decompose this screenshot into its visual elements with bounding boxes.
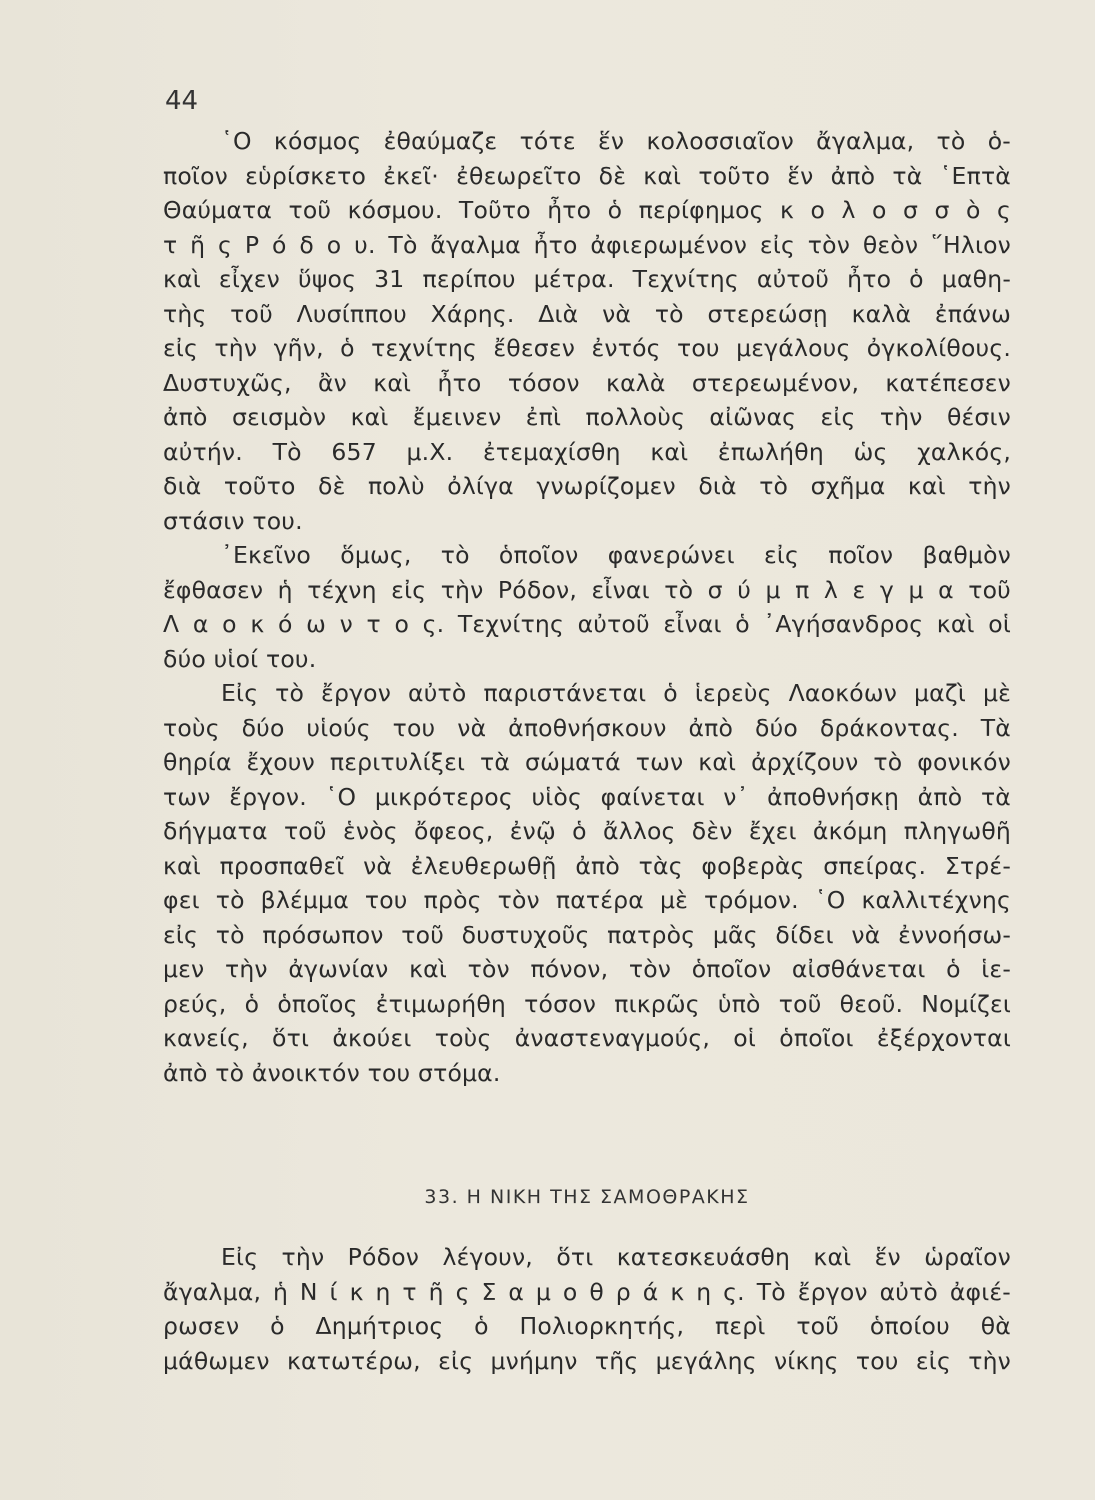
text-line: τὴς τοῦ Λυσίππου Χάρης. Διὰ νὰ τὸ στερεώσῃ καλὰ ἐπάνω xyxy=(163,299,1011,328)
text-line: καὶ εἶχεν ὕψος 31 περίπου μέτρα. Τεχνίτης αὐτοῦ ἦτο ὁ μαθη- xyxy=(163,265,1011,293)
text-line: καὶ προσπαθεῖ νὰ ἐλευθερωθῇ ἀπὸ τὰς φοβερὰς σπείρας. Στρέ- xyxy=(163,851,1011,880)
page-number: 44 xyxy=(165,86,199,116)
text-line: ἄγαλμα, ἡ Ν ί κ η τ ῆ ς Σ α μ ο θ ρ ά κ η ς. Τὸ ἔργον αὐτὸ ἀφιέ- xyxy=(163,1277,1011,1306)
section-heading: 33. Η ΝΙΚΗ ΤΗΣ ΣΑΜΟΘΡΑΚΗΣ xyxy=(424,1186,750,1208)
text-line: τ ῆ ς Ρ ό δ ο υ. Τὸ ἄγαλμα ἦτο ἀφιερωμένον εἰς τὸν θεὸν ῞Ηλιον xyxy=(163,230,1011,259)
text-line: μάθωμεν κατωτέρω, εἰς μνήμην τῆς μεγάλης νίκης του εἰς τὴν xyxy=(163,1346,1011,1375)
text-line: Εἰς τὴν Ρόδον λέγουν, ὅτι κατεσκευάσθη καὶ ἕν ὡραῖον xyxy=(221,1243,1011,1271)
text-line: τοὺς δύο υἱούς του νὰ ἀποθνήσκουν ἀπὸ δύο δράκοντας. Τὰ xyxy=(163,713,1011,742)
text-line: φει τὸ βλέμμα του πρὸς τὸν πατέρα μὲ τρόμον. ῾Ο καλλιτέχνης xyxy=(163,886,1011,914)
text-line: ᾿Εκεῖνο ὅμως, τὸ ὁποῖον φανερώνει εἰς ποῖον βαθμὸν xyxy=(221,541,1011,569)
text-line: ἔφθασεν ἡ τέχνη εἰς τὴν Ρόδον, εἶναι τὸ σ ύ μ π λ ε γ μ α τοῦ xyxy=(163,575,1011,604)
text-line: Θαύματα τοῦ κόσμου. Τοῦτο ἦτο ὁ περίφημος κ ο λ ο σ σ ὸ ς xyxy=(163,196,1011,224)
text-line: εἰς τὸ πρόσωπον τοῦ δυστυχοῦς πατρὸς μᾶς δίδει νὰ ἐννοήσω- xyxy=(163,920,1011,949)
text-line: των ἔργον. ῾Ο μικρότερος υἱὸς φαίνεται ν᾿ ἀποθνήσκῃ ἀπὸ τὰ xyxy=(163,782,1011,811)
text-line: εἰς τὴν γῆν, ὁ τεχνίτης ἔθεσεν ἐντός του μεγάλους ὀγκολίθους. xyxy=(163,334,1011,362)
text-line: αὐτήν. Τὸ 657 μ.Χ. ἐτεμαχίσθη καὶ ἐπωλήθη ὡς χαλκός, xyxy=(163,437,1011,466)
text-line: μεν τὴν ἀγωνίαν καὶ τὸν πόνον, τὸν ὁποῖον αἰσθάνεται ὁ ἱε- xyxy=(163,955,1011,983)
text-line: θηρία ἔχουν περιτυλίξει τὰ σώματά των καὶ ἀρχίζουν τὸ φονικόν xyxy=(163,748,1011,776)
section-text xyxy=(163,1240,1011,1378)
text-line: δύο υἱοί του. xyxy=(163,644,317,673)
text-line: διὰ τοῦτο δὲ πολὺ ὀλίγα γνωρίζομεν διὰ τὸ σχῆμα καὶ τὴν xyxy=(163,472,1011,500)
text-line: Δυστυχῶς, ἂν καὶ ἦτο τόσον καλὰ στερεωμένον, κατέπεσεν xyxy=(163,368,1011,397)
text-line: κανείς, ὅτι ἀκούει τοὺς ἀναστεναγμούς, οἱ ὁποῖοι ἐξέρχονται xyxy=(163,1024,1011,1052)
main-text xyxy=(163,124,1011,1090)
section-heading-block xyxy=(163,1182,1011,1212)
text-line: δήγματα τοῦ ἑνὸς ὄφεος, ἐνῷ ὁ ἄλλος δὲν ἔχει ἀκόμη πληγωθῆ xyxy=(163,817,1011,845)
text-line: ἀπὸ σεισμὸν καὶ ἔμεινεν ἐπὶ πολλοὺς αἰῶνας εἰς τὴν θέσιν xyxy=(163,403,1011,431)
text-line: ἀπὸ τὸ ἀνοικτόν του στόμα. xyxy=(163,1058,501,1087)
text-line: στάσιν του. xyxy=(163,506,303,535)
text-line: ῾Ο κόσμος ἐθαύμαζε τότε ἕν κολοσσιαῖον ἄγαλμα, τὸ ὁ- xyxy=(221,127,1011,155)
text-line: ποῖον εὑρίσκετο ἐκεῖ· ἐθεωρεῖτο δὲ καὶ τοῦτο ἕν ἀπὸ τὰ ῾Επτὰ xyxy=(163,161,1011,190)
text-line: ρωσεν ὁ Δημήτριος ὁ Πολιορκητής, περὶ τοῦ ὁποίου θὰ xyxy=(163,1312,1011,1340)
text-line: Λ α ο κ ό ω ν τ ο ς. Τεχνίτης αὐτοῦ εἶναι ὁ ᾿Αγήσανδρος καὶ οἱ xyxy=(163,610,1011,638)
text-line: ρεύς, ὁ ὁποῖος ἐτιμωρήθη τόσον πικρῶς ὑπὸ τοῦ θεοῦ. Νομίζει xyxy=(163,989,1011,1018)
text-line: Εἰς τὸ ἔργον αὐτὸ παριστάνεται ὁ ἱερεὺς Λαοκόων μαζὶ μὲ xyxy=(221,679,1011,707)
